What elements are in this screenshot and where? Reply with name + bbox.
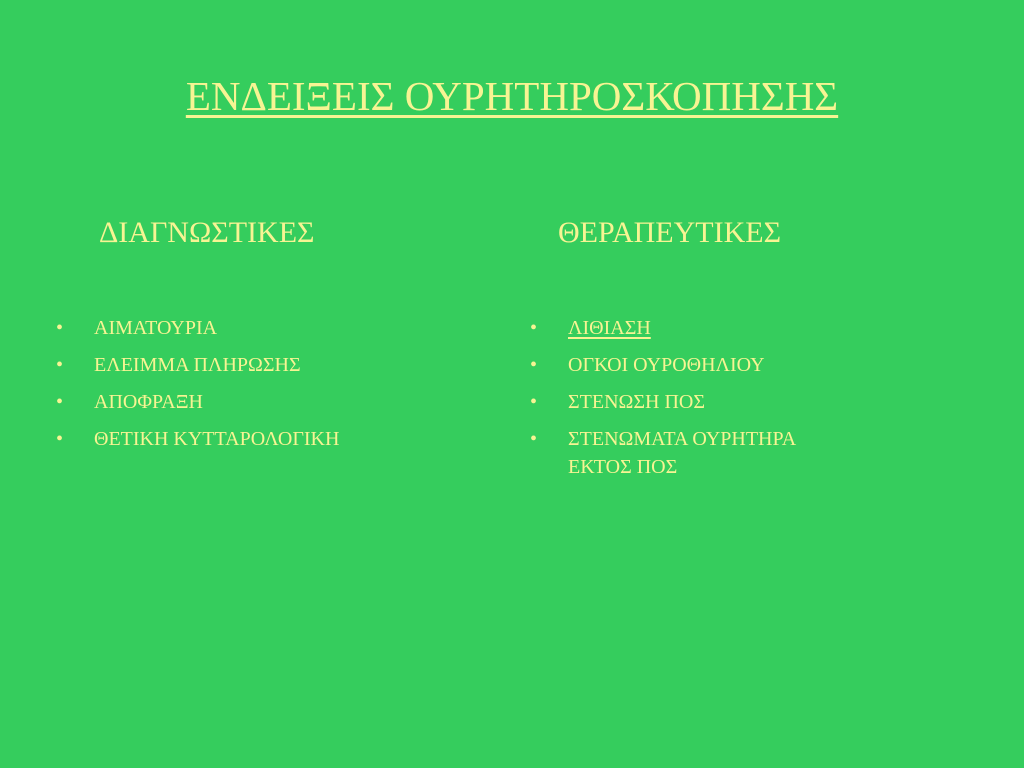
- list-item-text: [568, 314, 930, 342]
- list-item: [56, 314, 496, 342]
- therapeutic-heading: ΘΕΡΑΠΕΥΤΙΚΕΣ: [558, 216, 782, 249]
- bullet-icon: •: [530, 428, 538, 450]
- list-item-line: ΛΙΘΙΑΣΗ: [568, 317, 651, 339]
- list-item-text: [94, 314, 496, 342]
- bullet-icon: •: [530, 354, 538, 376]
- bullet-icon: •: [56, 391, 64, 413]
- list-item: [530, 425, 930, 481]
- therapeutic-list: [530, 314, 930, 490]
- list-item-line: ΑΙΜΑΤΟΥΡΙΑ: [94, 317, 218, 339]
- list-item-text: [568, 388, 930, 416]
- slide-title: ΕΝΔΕΙΞΕΙΣ ΟΥΡΗΤΗΡΟΣΚΟΠΗΣΗΣ: [185, 73, 839, 119]
- list-item: [530, 388, 930, 416]
- list-item: [56, 388, 496, 416]
- list-item: [530, 351, 930, 379]
- list-item-line: ΣΤΕΝΩΜΑΤΑ ΟΥΡΗΤΗΡΑ: [568, 428, 797, 450]
- diagnostic-heading: ΔΙΑΓΝΩΣΤΙΚΕΣ: [99, 216, 315, 249]
- list-item-line: ΟΓΚΟΙ ΟΥΡΟΘΗΛΙΟΥ: [568, 354, 765, 376]
- list-item-text: [94, 351, 496, 379]
- list-item-line: ΕΚΤΟΣ ΠΟΣ: [568, 456, 678, 478]
- bullet-icon: •: [56, 317, 64, 339]
- list-item-text: [94, 425, 496, 453]
- bullet-icon: •: [530, 317, 538, 339]
- bullet-icon: •: [56, 354, 64, 376]
- list-item-line: ΑΠΟΦΡΑΞΗ: [94, 391, 204, 413]
- list-item-text: [568, 425, 930, 481]
- list-item-text: [94, 388, 496, 416]
- list-item: [56, 425, 496, 453]
- bullet-icon: •: [56, 428, 64, 450]
- list-item: [530, 314, 930, 342]
- diagnostic-list: [56, 314, 496, 462]
- list-item-line: ΣΤΕΝΩΣΗ ΠΟΣ: [568, 391, 705, 413]
- list-item: [56, 351, 496, 379]
- bullet-icon: •: [530, 391, 538, 413]
- list-item-line: ΘΕΤΙΚΗ ΚΥΤΤΑΡΟΛΟΓΙΚΗ: [94, 428, 340, 450]
- list-item-line: ΕΛΕΙΜΜΑ ΠΛΗΡΩΣΗΣ: [94, 354, 301, 376]
- list-item-text: [568, 351, 930, 379]
